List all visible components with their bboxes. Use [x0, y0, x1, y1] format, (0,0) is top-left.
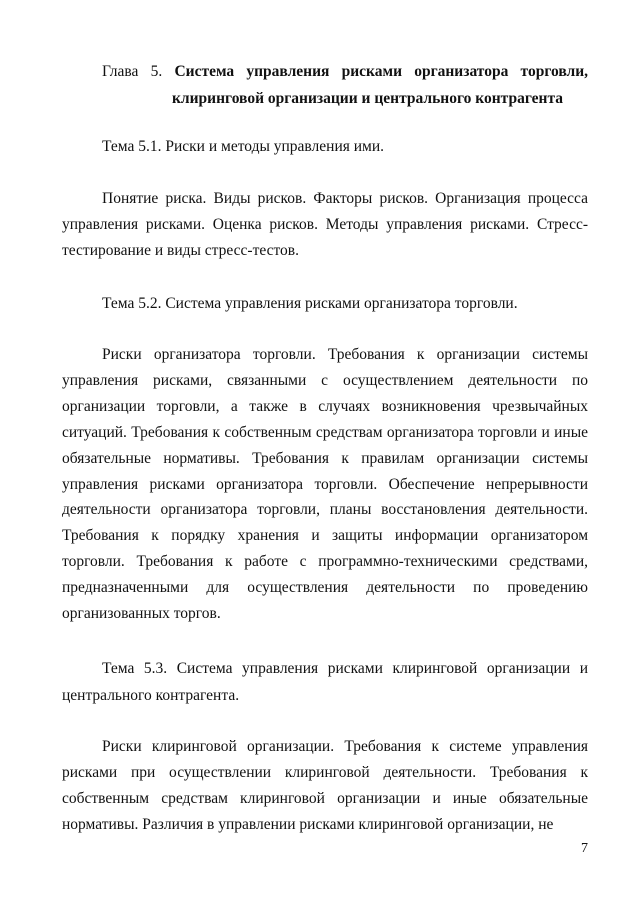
topic-5-1-text: Понятие риска. Виды рисков. Факторы рисков. Организация процесса управления рисками. Оценка рисков. Методы управления рисками. Стресс-тестирование и виды стресс-тестов.	[62, 190, 588, 259]
topic-5-1-heading: Тема 5.1. Риски и методы управления ими.	[102, 138, 385, 155]
chapter-title-part2: клиринговой организации и центрального контрагента	[172, 90, 564, 107]
topic-5-2-text: Риски организатора торговли. Требования к организации системы управления рисками, связанными с осуществлением деятельности по организации торговли, а также в случаях возникновения чрезвычайных ситуаций. Требования к собственным средствам организатора торговли и иные обязательные нормативы. Требования к правилам организации системы управления рисками организатора торговли. Обеспечение непрерывности деятельности организатора торговли, планы восстановления деятельности. Требования к порядку хранения и защиты информации организатором торговли. Требования к работе с программно-техническими средствами, предназначенными для осуществления деятельности по проведению организованных торгов.	[62, 346, 588, 623]
document-page	[62, 0, 588, 905]
topic-5-2-heading: Тема 5.2. Система управления рисками организатора торговли.	[102, 295, 518, 312]
chapter-heading-line1	[102, 58, 588, 85]
page-number: 7	[581, 841, 588, 856]
chapter-title-part1: Система управления рисками организатора торговли,	[174, 63, 589, 80]
chapter-number: Глава 5.	[102, 63, 163, 80]
topic-5-3-heading: Тема 5.3. Система управления рисками клиринговой организации и центрального контрагента.	[62, 660, 588, 704]
topic-5-3-text: Риски клиринговой организации. Требования к системе управления рисками при осуществлении клиринговой деятельности. Требования к собственным средствам клиринговой организации и иные обязательные нормативы. Различия в управлении рисками клиринговой организации, не	[62, 738, 588, 833]
